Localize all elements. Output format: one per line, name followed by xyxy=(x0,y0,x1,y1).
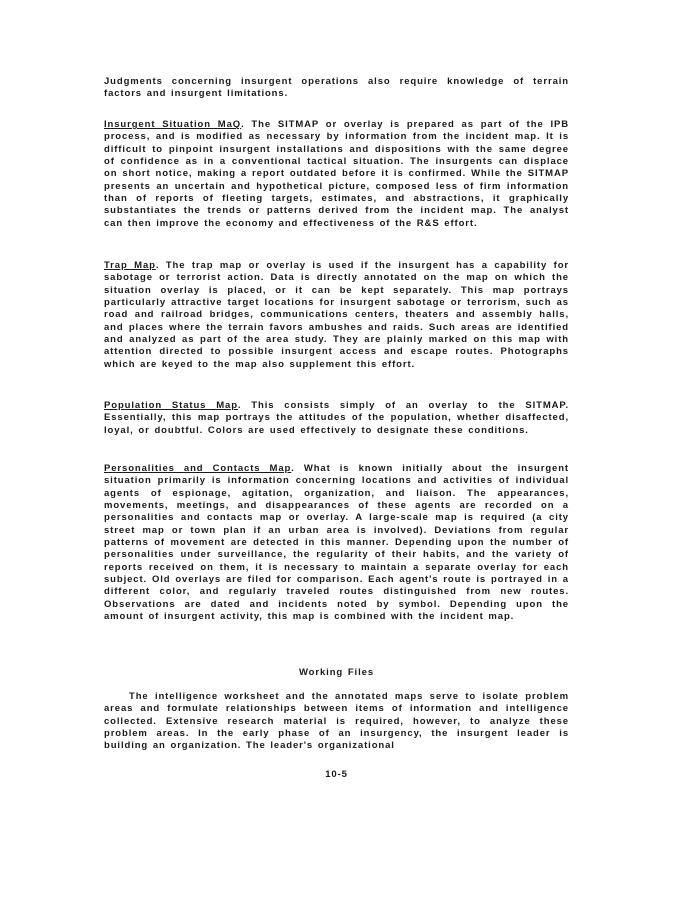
section-insurgent-situation-map xyxy=(104,119,569,230)
page-number: 10-5 xyxy=(325,769,348,780)
intro-paragraph: Judgments concerning insurgent operations also require knowledge of terrain factors and insurgent limitations. xyxy=(104,76,569,100)
section-body: . What is known initially about the insurgent situation primarily is information concerning locations and activities of individual agents of espionage, agitation, organization, and liaison. The appearances, movements, meetings, and disappearances of these agents are recorded on a personalities and contacts map or overlay. A large-scale map is required (a city street map or town plan if an urban area is involved). Deviations from regular patterns of movement are detected in this manner. Depending upon the number of personalities under surveillance, the regularity of their habits, and the variety of reports received on them, it is necessary to maintain a separate overlay for each subject. Old overlays are filed for comparison. Each agent's route is portrayed in a different color, and regularly traveled routes distinguished from new routes. Observations are dated and incidents noted by symbol. Depending upon the amount of insurgent activity, this map is combined with the incident map. xyxy=(104,463,569,623)
section-trap-map xyxy=(104,260,569,371)
working-files-paragraph: The intelligence worksheet and the annotated maps serve to isolate problem areas and formulate relationships between items of information and intelligence collected. Extensive research material is required, however, to analyze these problem areas. In the early phase of an insurgency, the insurgent leader is building an organization. The leader's organizational xyxy=(104,691,569,752)
section-body: . The trap map or overlay is used if the insurgent has a capability for sabotage or terrorist action. Data is directly annotated on the map on which the situation overlay is placed, or it can be kept separately. This map portrays particularly attractive target locations for insurgent sabotage or terrorism, such as road and railroad bridges, communications centers, theaters and assembly halls, and places where the terrain favors ambushes and raids. Such areas are identified and analyzed as part of the area study. They are plainly marked on this map with attention directed to possible insurgent access and escape routes. Photographs which are keyed to the map also supplement this effort. xyxy=(104,260,569,370)
section-population-status-map xyxy=(104,400,569,437)
working-files-title: Working Files xyxy=(298,667,374,678)
section-body: . This consists simply of an overlay to the SITMAP. Essentially, this map portrays the attitudes of the population, whether disaffected, loyal, or doubtful. Colors are used effectively to designate these conditions. xyxy=(104,400,569,436)
section-heading: Personalities and Contacts Map xyxy=(104,463,292,474)
section-heading: Trap Map xyxy=(104,260,156,271)
section-heading: Insurgent Situation MaQ xyxy=(104,119,242,130)
section-heading: Population Status Map xyxy=(104,400,238,411)
section-body: . The SITMAP or overlay is prepared as part of the IPB process, and is modified as necessary by information from the incident map. It is difficult to pinpoint insurgent installations and dispositions with the same degree of confidence as in a conventional tactical situation. The insurgents can displace on short notice, making a report outdated before it is confirmed. While the SITMAP presents an uncertain and hypothetical picture, composed less of firm information than of reports of fleeting targets, estimates, and abstractions, it graphically substantiates the trends or patterns derived from the incident map. The analyst can then improve the economy and effectiveness of the R&S effort. xyxy=(104,119,569,229)
section-personalities-contacts-map xyxy=(104,463,569,623)
